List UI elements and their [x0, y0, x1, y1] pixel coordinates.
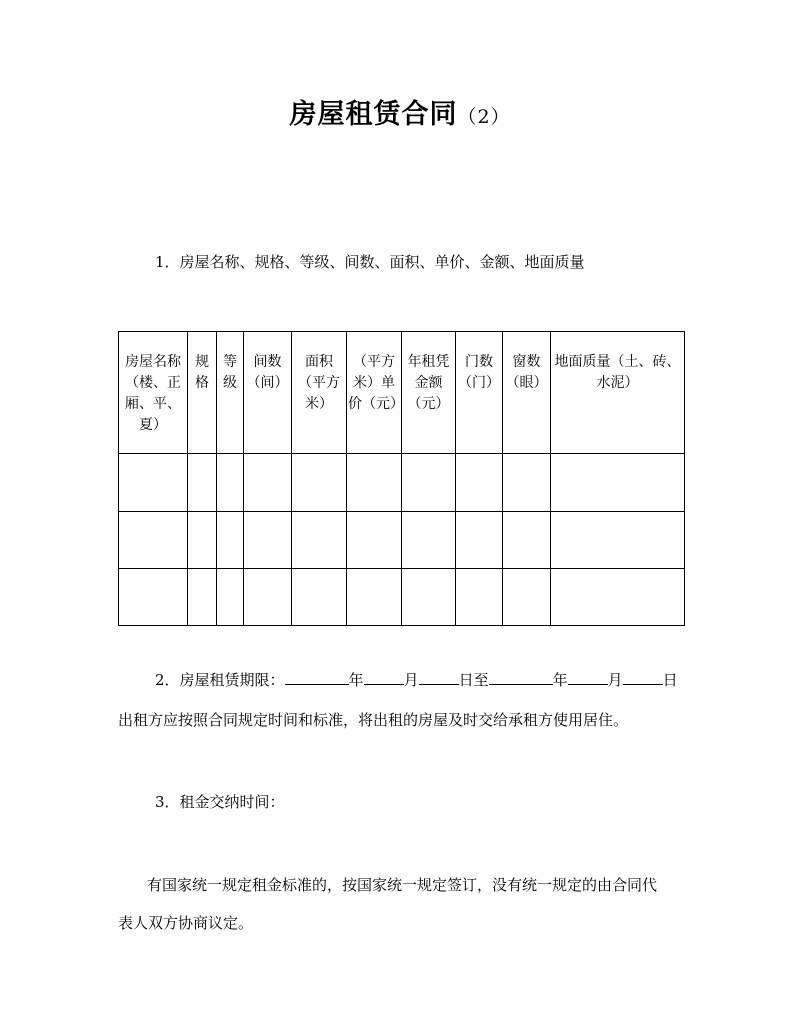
start-day-to-label: 日至: [458, 671, 489, 689]
table-cell[interactable]: [188, 569, 217, 626]
table-cell[interactable]: [292, 454, 347, 512]
table-header-cell: 间数（间）: [244, 332, 292, 454]
paragraph-line-1: 有国家统一规定租金标准的，按国家统一规定签订，没有统一规定的由合同代: [147, 876, 658, 894]
table-cell[interactable]: [292, 512, 347, 569]
table-cell[interactable]: [217, 512, 244, 569]
start-year-blank[interactable]: [285, 670, 349, 685]
table-cell[interactable]: [402, 512, 456, 569]
table-cell[interactable]: [119, 454, 188, 512]
section-2-continuation: 出租方应按照合同规定时间和标准，将出租的房屋及时交给承租方使用居住。: [118, 711, 629, 729]
table-cell[interactable]: [551, 512, 685, 569]
table-cell[interactable]: [188, 512, 217, 569]
start-day-blank[interactable]: [419, 670, 459, 685]
table-cell[interactable]: [347, 569, 402, 626]
end-year-label: 年: [552, 671, 568, 689]
table-cell[interactable]: [551, 569, 685, 626]
table-cell[interactable]: [456, 512, 503, 569]
table-cell[interactable]: [456, 454, 503, 512]
table-cell[interactable]: [119, 569, 188, 626]
house-spec-table: [118, 331, 685, 626]
table-header-row: [119, 332, 685, 454]
title-suffix: （2）: [457, 106, 511, 128]
table-cell[interactable]: [188, 454, 217, 512]
document-title: [0, 92, 800, 131]
table-cell[interactable]: [456, 569, 503, 626]
start-month-label: 月: [403, 671, 419, 689]
start-month-blank[interactable]: [364, 670, 404, 685]
end-month-blank[interactable]: [568, 670, 608, 685]
table-cell[interactable]: [292, 569, 347, 626]
table-cell[interactable]: [503, 512, 551, 569]
table-cell[interactable]: [217, 569, 244, 626]
table-header-cell: 等级: [217, 332, 244, 454]
section-3-heading: 3．租金交纳时间：: [155, 793, 285, 811]
table-header-cell: （平方米）单价（元）: [347, 332, 402, 454]
section-2-lease-term: [155, 669, 678, 690]
table-row: [119, 454, 685, 512]
lease-term-label: 2．房屋租赁期限：: [155, 671, 285, 689]
table-header-cell: 窗数（眼）: [503, 332, 551, 454]
table-cell[interactable]: [402, 454, 456, 512]
table-header-cell: 面积（平方米）: [292, 332, 347, 454]
table-cell[interactable]: [217, 454, 244, 512]
table-header-cell: 地面质量（土、砖、水泥）: [551, 332, 685, 454]
section-1-heading: 1．房屋名称、规格、等级、间数、面积、单价、金额、地面质量: [155, 253, 585, 271]
table-cell[interactable]: [244, 569, 292, 626]
table-cell[interactable]: [119, 512, 188, 569]
table-cell[interactable]: [244, 512, 292, 569]
table-row: [119, 512, 685, 569]
table-row: [119, 569, 685, 626]
table-cell[interactable]: [244, 454, 292, 512]
table-cell[interactable]: [347, 512, 402, 569]
table-cell[interactable]: [503, 569, 551, 626]
table-header-cell: 房屋名称（楼、正厢、平、夏）: [119, 332, 188, 454]
table-cell[interactable]: [347, 454, 402, 512]
end-day-label: 日: [662, 671, 678, 689]
end-month-label: 月: [607, 671, 623, 689]
table-header-cell: 年租凭金额（元）: [402, 332, 456, 454]
end-day-blank[interactable]: [623, 670, 663, 685]
end-year-blank[interactable]: [489, 670, 553, 685]
table-cell[interactable]: [402, 569, 456, 626]
table-header-cell: 门数（门）: [456, 332, 503, 454]
start-year-label: 年: [348, 671, 364, 689]
table-cell[interactable]: [503, 454, 551, 512]
table-cell[interactable]: [551, 454, 685, 512]
title-text: 房屋租赁合同: [289, 99, 458, 130]
paragraph-line-2: 表人双方协商议定。: [118, 914, 254, 932]
table-header-cell: 规格: [188, 332, 217, 454]
